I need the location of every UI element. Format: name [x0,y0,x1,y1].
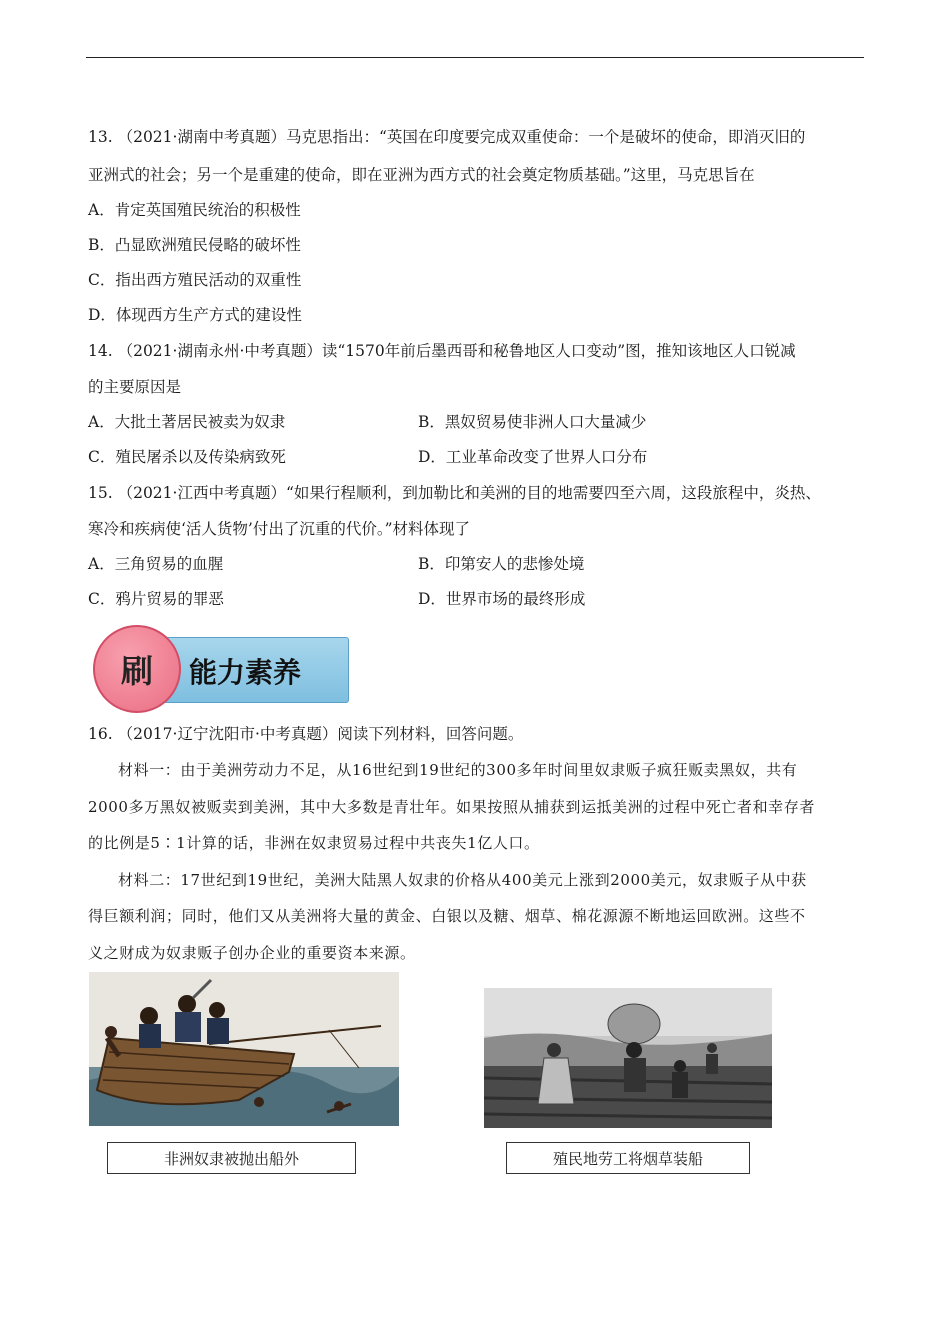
q15-option-d: D．世界市场的最终形成 [418,590,586,608]
material2-line1: 材料二：17世纪到19世纪，美洲大陆黑人奴隶的价格从400美元上涨到2000美元，奴隶贩子从中获 [118,871,807,889]
material1-line2: 2000多万黑奴被贩卖到美洲，其中大多数是青壮年。如果按照从捕获到运抵美洲的过程中死亡者和幸存者 [88,798,815,816]
q13-option-d: D．体现西方生产方式的建设性 [88,306,302,324]
q15-stem-line1: 15. （2021·江西中考真题）“如果行程顺利，到加勒比和美洲的目的地需要四至六周，这段旅程中，炎热、 [88,484,821,502]
q16-stem: 16. （2017·辽宁沈阳市·中考真题）阅读下列材料，回答问题。 [88,725,524,743]
q15-option-c: C．鸦片贸易的罪恶 [88,590,224,608]
banner-badge: 刷 [93,625,181,713]
q14-stem-line2: 的主要原因是 [88,378,182,396]
header-rule [86,57,864,58]
q14-option-d: D．工业革命改变了世界人口分布 [418,448,648,466]
caption-slave-ship: 非洲奴隶被抛出船外 [107,1142,356,1174]
q13-option-c: C．指出西方殖民活动的双重性 [88,271,302,289]
tobacco-laborers-illustration [484,988,772,1128]
q14-option-b: B．黑奴贸易使非洲人口大量减少 [418,413,647,431]
caption-tobacco: 殖民地劳工将烟草装船 [506,1142,750,1174]
banner-title: 能力素养 [189,656,302,689]
q13-option-b: B．凸显欧洲殖民侵略的破坏性 [88,236,301,254]
q13-option-a: A．肯定英国殖民统治的积极性 [88,201,301,219]
q15-option-b: B．印第安人的悲惨处境 [418,555,585,573]
q15-stem-line2: 寒冷和疾病使‘活人货物’付出了沉重的代价。”材料体现了 [88,520,471,538]
material1-line3: 的比例是5∶1计算的话，非洲在奴隶贸易过程中共丧失1亿人口。 [88,834,540,852]
material2-line3: 义之财成为奴隶贩子创办企业的重要资本来源。 [88,944,416,962]
section-banner [93,633,349,701]
material2-line2: 得巨额利润；同时，他们又从美洲将大量的黄金、白银以及糖、烟草、棉花源源不断地运回欧洲。这些不 [88,907,806,925]
q14-option-c: C．殖民屠杀以及传染病致死 [88,448,286,466]
q14-stem-line1: 14. （2021·湖南永州·中考真题）读“1570年前后墨西哥和秘鲁地区人口变动”图，推知该地区人口锐减 [88,342,796,360]
q14-option-a: A．大批土著居民被卖为奴隶 [88,413,286,431]
q13-stem-line2: 亚洲式的社会；另一个是重建的使命，即在亚洲为西方式的社会奠定物质基础。”这里，马克思旨在 [88,166,755,184]
q15-option-a: A．三角贸易的血腥 [88,555,224,573]
slave-ship-illustration [89,972,399,1126]
material1-line1: 材料一：由于美洲劳动力不足，从16世纪到19世纪的300多年时间里奴隶贩子疯狂贩卖黑奴，共有 [118,761,798,779]
q13-stem-line1: 13. （2021·湖南中考真题）马克思指出：“英国在印度要完成双重使命：一个是破坏的使命，即消灭旧的 [88,128,806,146]
